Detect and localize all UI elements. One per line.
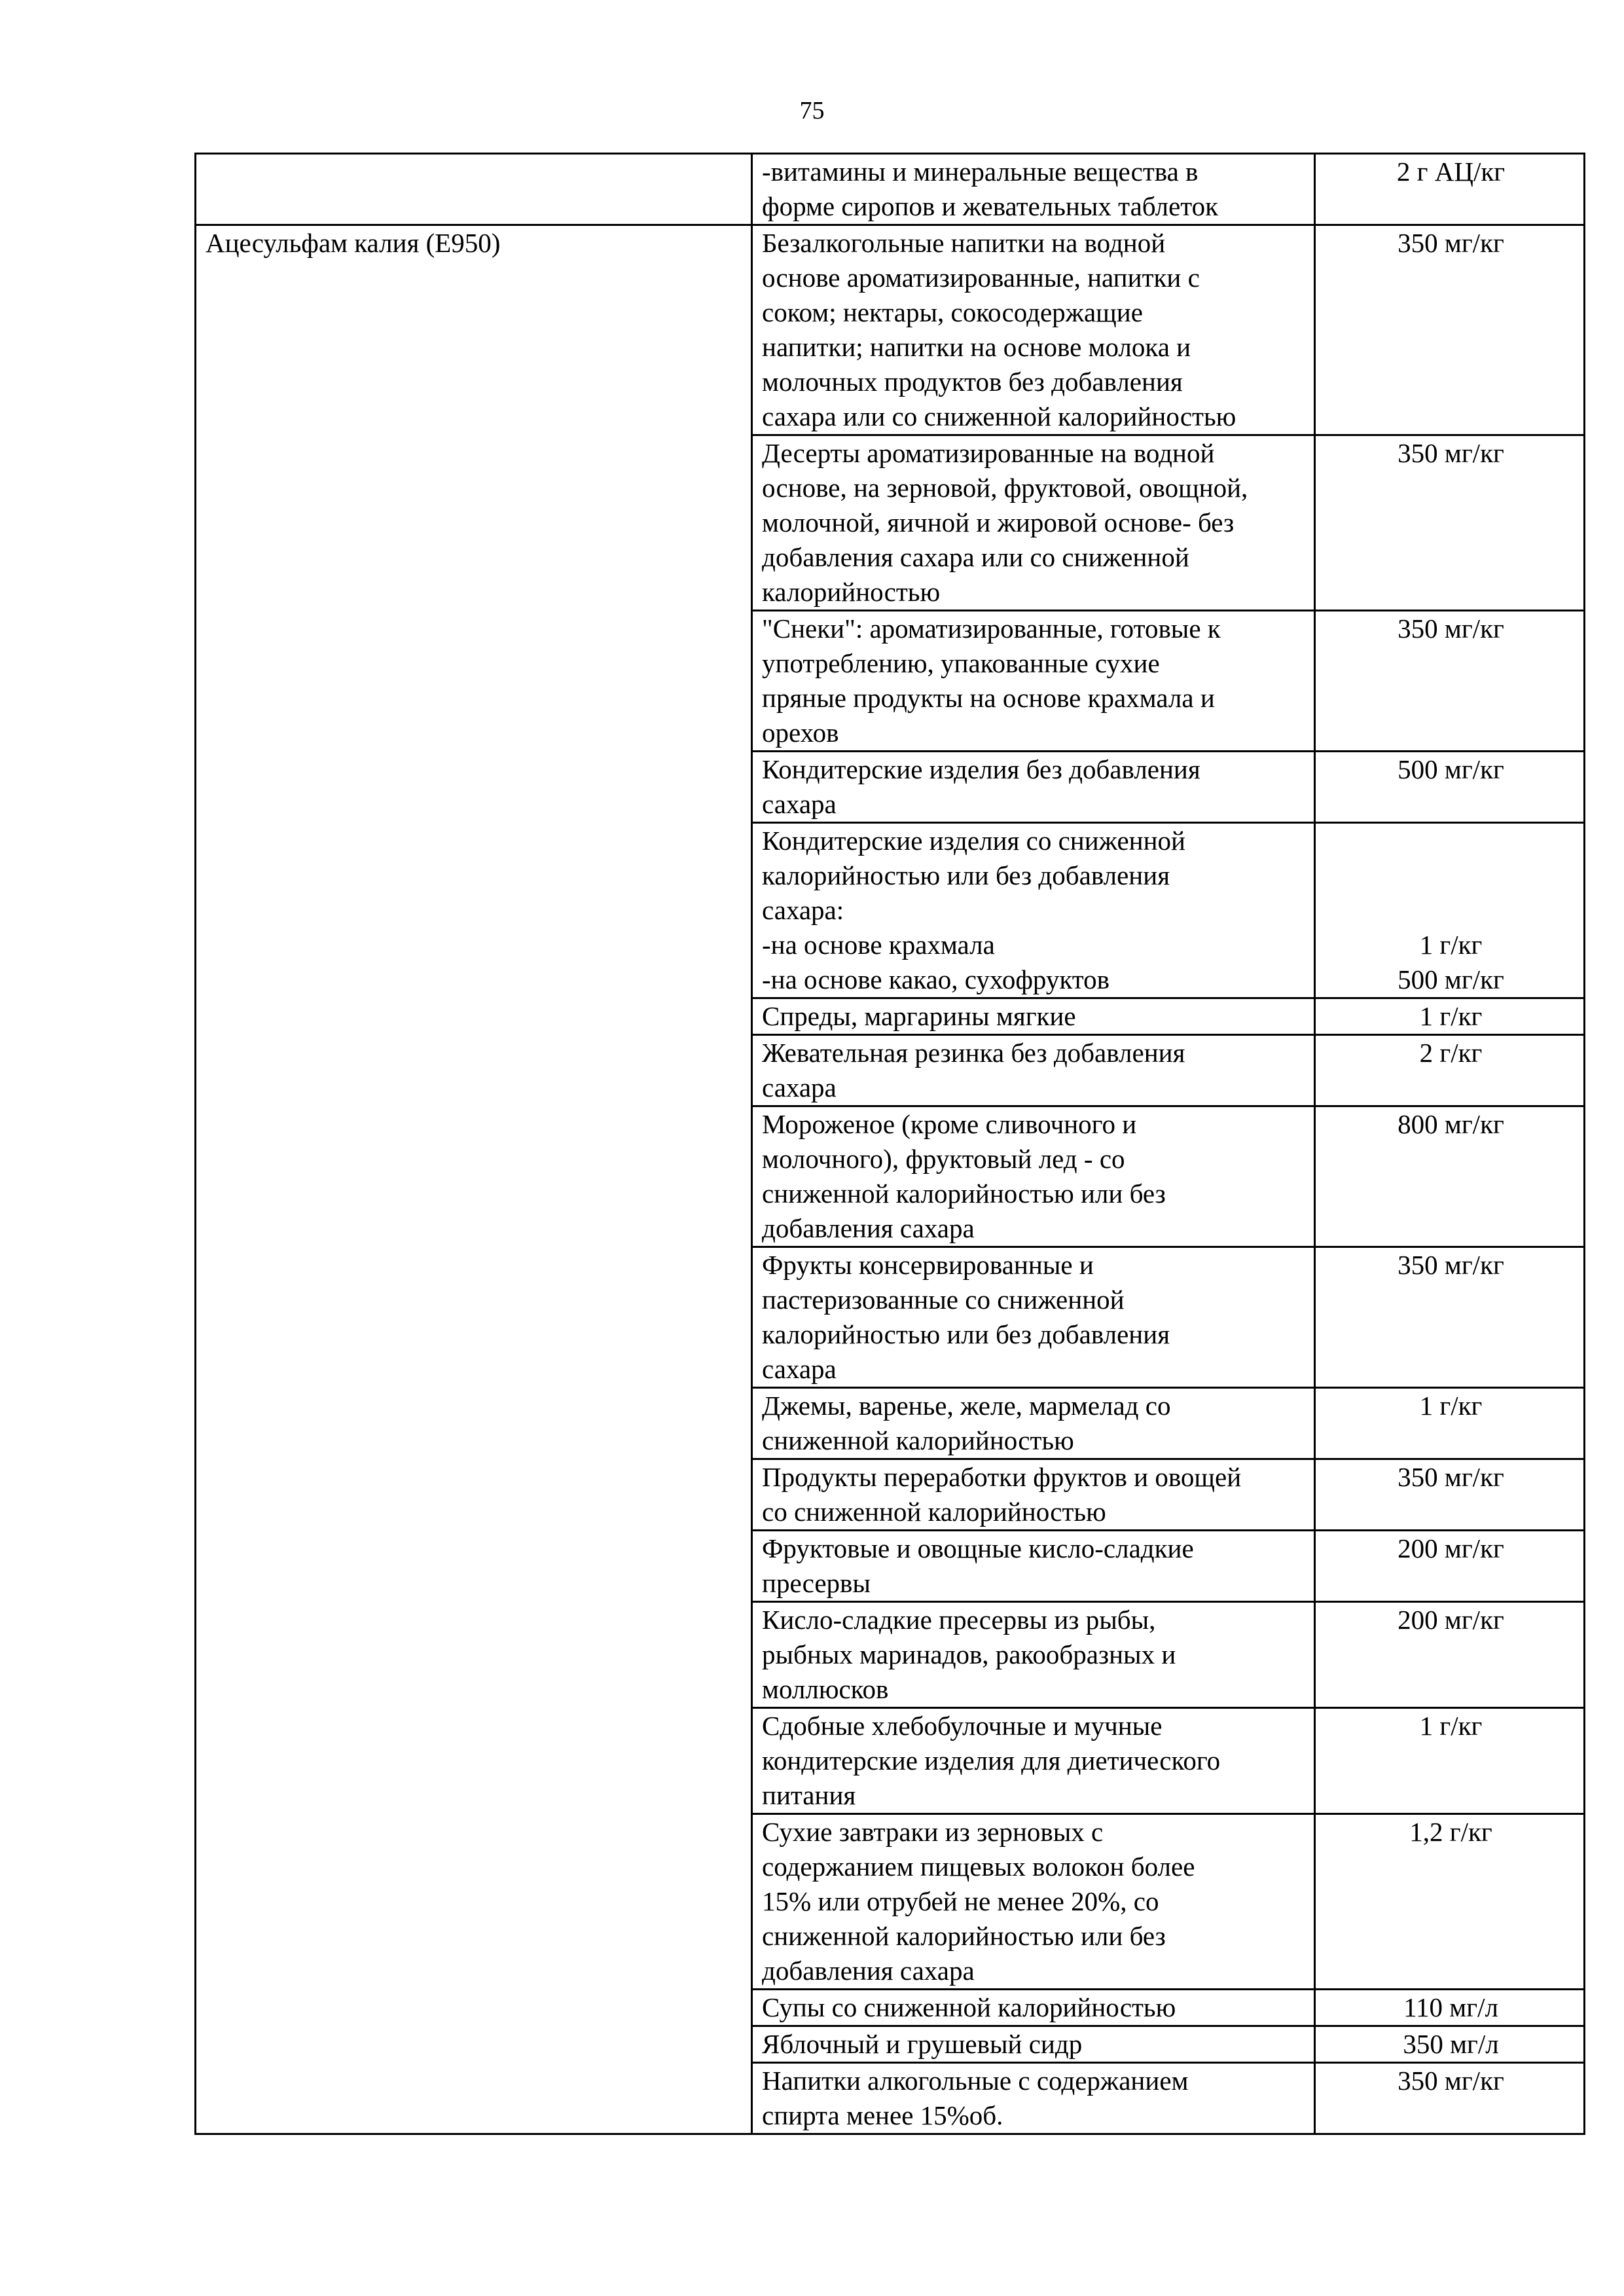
page-number: 75 bbox=[799, 97, 825, 124]
product-line: сахара bbox=[762, 789, 837, 819]
limit-value: 350 мг/кг bbox=[1398, 228, 1504, 258]
substance-name: Ацесульфам калия (Е950) bbox=[206, 228, 501, 258]
limit-value: 2 г АЦ/кг bbox=[1396, 156, 1506, 187]
product-line: кондитерские изделия для диетического bbox=[762, 1745, 1221, 1776]
product-line: орехов bbox=[762, 718, 839, 748]
limit-value: 350 мг/кг bbox=[1398, 2066, 1504, 2096]
product-line: употреблению, упакованные сухие bbox=[762, 648, 1160, 678]
product-cell bbox=[752, 2026, 1315, 2063]
product-line: добавления сахара или со сниженной bbox=[762, 542, 1189, 572]
limit-value: 1 г/кг bbox=[1419, 930, 1483, 960]
product-cell bbox=[752, 435, 1315, 611]
limit-cell bbox=[1315, 1814, 1585, 1990]
product-cell bbox=[752, 752, 1315, 823]
limit-value: 1 г/кг bbox=[1419, 1391, 1483, 1421]
limit-value bbox=[1325, 893, 1577, 928]
product-line: со сниженной калорийностью bbox=[762, 1497, 1106, 1527]
product-line: форме сиропов и жевательных таблеток bbox=[762, 191, 1219, 221]
limit-value: 110 мг/л bbox=[1403, 1992, 1498, 2022]
product-cell bbox=[752, 823, 1315, 998]
limit-value: 350 мг/л bbox=[1403, 2029, 1499, 2059]
product-line: Кондитерские изделия без добавления bbox=[762, 754, 1200, 784]
limit-cell bbox=[1315, 1602, 1585, 1708]
product-line: спирта менее 15%об. bbox=[762, 2100, 1003, 2130]
product-line: 15% или отрубей не менее 20%, со bbox=[762, 1886, 1159, 1916]
product-line: соком; нектары, сокосодержащие bbox=[762, 297, 1143, 327]
product-cell bbox=[752, 1247, 1315, 1388]
product-line: Супы со сниженной калорийностью bbox=[762, 1992, 1176, 2022]
limit-value: 800 мг/кг bbox=[1398, 1109, 1504, 1139]
limit-cell bbox=[1315, 1531, 1585, 1602]
substance-cell bbox=[196, 154, 752, 225]
limit-value: 500 мг/кг bbox=[1398, 964, 1504, 994]
product-line: сахара bbox=[762, 1354, 837, 1384]
product-cell bbox=[752, 1388, 1315, 1459]
product-line: молочных продуктов без добавления bbox=[762, 367, 1183, 397]
limit-cell bbox=[1315, 2063, 1585, 2134]
product-line: добавления сахара bbox=[762, 1956, 975, 1986]
limit-value: 350 мг/кг bbox=[1398, 613, 1504, 644]
limit-value: 1 г/кг bbox=[1419, 1001, 1483, 1031]
product-cell bbox=[752, 1531, 1315, 1602]
product-line: -на основе какао, сухофруктов bbox=[762, 964, 1110, 994]
limit-value: 350 мг/кг bbox=[1398, 1250, 1504, 1280]
limit-value: 200 мг/кг bbox=[1398, 1533, 1504, 1563]
limit-cell bbox=[1315, 823, 1585, 998]
product-line: Продукты переработки фруктов и овощей bbox=[762, 1462, 1242, 1492]
product-line: Джемы, варенье, желе, мармелад со bbox=[762, 1391, 1171, 1421]
product-line: калорийностью bbox=[762, 577, 941, 607]
product-line: пресервы bbox=[762, 1568, 871, 1598]
product-line: -витамины и минеральные вещества в bbox=[762, 156, 1199, 187]
product-cell bbox=[752, 1814, 1315, 1990]
product-line: Фруктовые и овощные кисло-сладкие bbox=[762, 1533, 1194, 1563]
product-cell bbox=[752, 1106, 1315, 1247]
product-line: молочной, яичной и жировой основе- без bbox=[762, 507, 1235, 538]
product-line: Кондитерские изделия со сниженной bbox=[762, 826, 1185, 856]
product-line: сахара или со сниженной калорийностью bbox=[762, 401, 1236, 431]
limit-cell bbox=[1315, 1459, 1585, 1531]
substance-cell bbox=[196, 225, 752, 2134]
limit-value: 1,2 г/кг bbox=[1409, 1817, 1492, 1847]
product-line: Напитки алкогольные с содержанием bbox=[762, 2066, 1189, 2096]
product-line: Кисло-сладкие пресервы из рыбы, bbox=[762, 1605, 1156, 1635]
product-line: добавления сахара bbox=[762, 1213, 975, 1243]
limit-cell bbox=[1315, 435, 1585, 611]
limit-cell bbox=[1315, 1247, 1585, 1388]
product-line: молочного), фруктовый лед - со bbox=[762, 1144, 1125, 1174]
limit-cell bbox=[1315, 154, 1585, 225]
product-cell bbox=[752, 154, 1315, 225]
product-cell bbox=[752, 1708, 1315, 1814]
limit-cell bbox=[1315, 1990, 1585, 2026]
product-line: моллюсков bbox=[762, 1674, 889, 1704]
product-line: основе ароматизированные, напитки с bbox=[762, 263, 1200, 293]
product-line: "Снеки": ароматизированные, готовые к bbox=[762, 613, 1221, 644]
product-line: напитки; напитки на основе молока и bbox=[762, 332, 1191, 362]
limit-cell bbox=[1315, 1388, 1585, 1459]
limit-value: 500 мг/кг bbox=[1398, 754, 1504, 784]
limit-cell bbox=[1315, 1106, 1585, 1247]
product-line: Спреды, маргарины мягкие bbox=[762, 1001, 1076, 1031]
limit-cell bbox=[1315, 1708, 1585, 1814]
product-line: сахара: bbox=[762, 895, 844, 925]
product-line: питания bbox=[762, 1780, 856, 1810]
product-line: сниженной калорийностью bbox=[762, 1425, 1074, 1455]
limit-cell bbox=[1315, 998, 1585, 1035]
product-line: Сдобные хлебобулочные и мучные bbox=[762, 1711, 1163, 1741]
table-row bbox=[196, 225, 1585, 435]
limit-cell bbox=[1315, 611, 1585, 752]
product-line: калорийностью или без добавления bbox=[762, 860, 1170, 890]
limit-value: 350 мг/кг bbox=[1398, 438, 1504, 468]
product-line: пастеризованные со сниженной bbox=[762, 1285, 1125, 1315]
product-cell bbox=[752, 1035, 1315, 1106]
limit-cell bbox=[1315, 752, 1585, 823]
table-row bbox=[196, 154, 1585, 225]
product-cell bbox=[752, 1602, 1315, 1708]
product-line: Жевательная резинка без добавления bbox=[762, 1038, 1185, 1068]
product-cell bbox=[752, 1990, 1315, 2026]
limit-cell bbox=[1315, 2026, 1585, 2063]
limit-value bbox=[1325, 858, 1577, 893]
limit-value: 1 г/кг bbox=[1419, 1711, 1483, 1741]
product-cell bbox=[752, 611, 1315, 752]
product-line: сниженной калорийностью или без bbox=[762, 1178, 1166, 1209]
product-line: Сухие завтраки из зерновых с bbox=[762, 1817, 1104, 1847]
limit-cell bbox=[1315, 1035, 1585, 1106]
limit-value: 350 мг/кг bbox=[1398, 1462, 1504, 1492]
product-line: калорийностью или без добавления bbox=[762, 1319, 1170, 1349]
limit-value bbox=[1325, 824, 1577, 858]
product-line: рыбных маринадов, ракообразных и bbox=[762, 1639, 1176, 1669]
product-cell bbox=[752, 1459, 1315, 1531]
product-line: Мороженое (кроме сливочного и bbox=[762, 1109, 1137, 1139]
product-line: Безалкогольные напитки на водной bbox=[762, 228, 1166, 258]
additives-table bbox=[194, 153, 1585, 2135]
limit-value: 200 мг/кг bbox=[1398, 1605, 1504, 1635]
product-line: сахара bbox=[762, 1072, 837, 1102]
product-line: содержанием пищевых волокон более bbox=[762, 1851, 1195, 1882]
product-cell bbox=[752, 998, 1315, 1035]
product-line: Десерты ароматизированные на водной bbox=[762, 438, 1215, 468]
product-line: основе, на зерновой, фруктовой, овощной, bbox=[762, 473, 1248, 503]
product-line: Фрукты консервированные и bbox=[762, 1250, 1094, 1280]
limit-cell bbox=[1315, 225, 1585, 435]
product-cell bbox=[752, 2063, 1315, 2134]
product-line: пряные продукты на основе крахмала и bbox=[762, 683, 1215, 713]
product-line: -на основе крахмала bbox=[762, 930, 995, 960]
product-line: Яблочный и грушевый сидр bbox=[762, 2029, 1083, 2059]
product-cell bbox=[752, 225, 1315, 435]
limit-value: 2 г/кг bbox=[1419, 1038, 1483, 1068]
product-line: сниженной калорийностью или без bbox=[762, 1921, 1166, 1951]
